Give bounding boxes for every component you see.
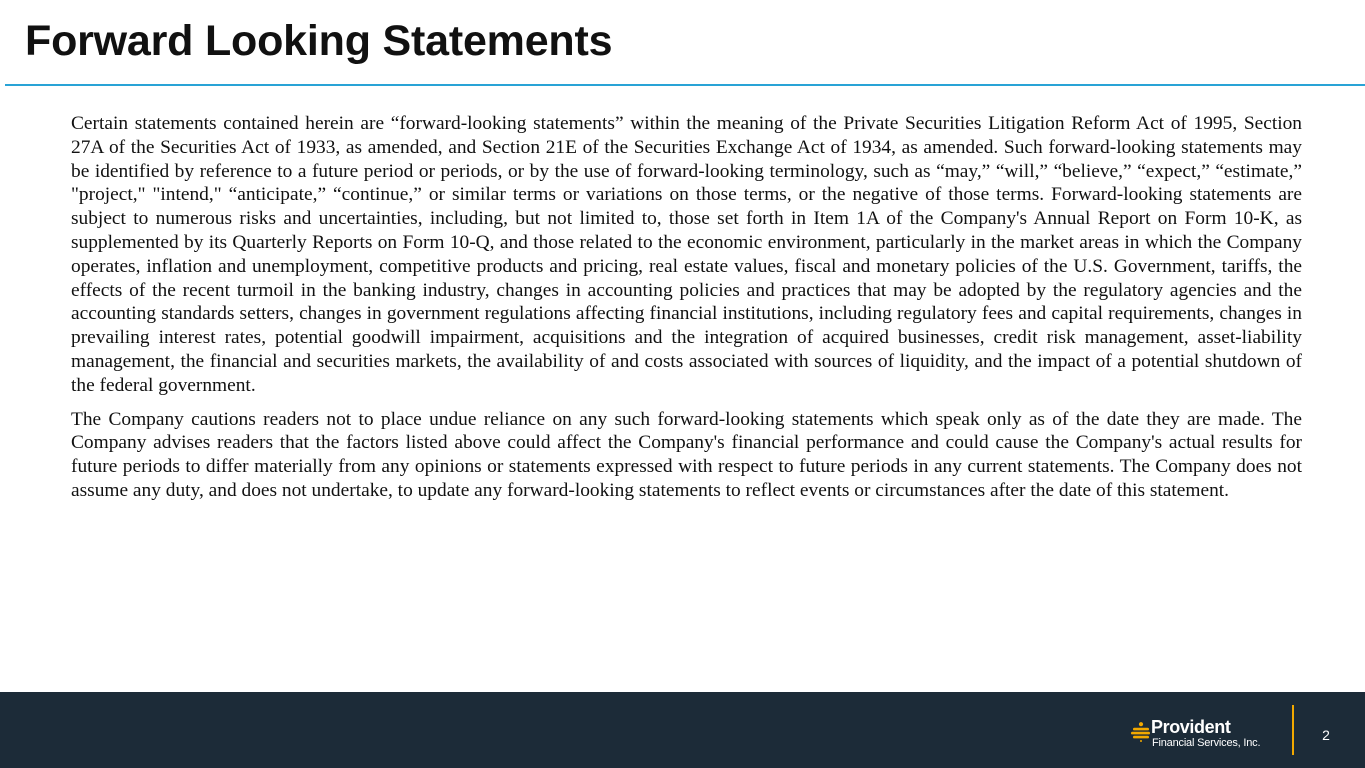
page-number: 2: [1322, 727, 1330, 743]
title-divider: [5, 84, 1365, 86]
paragraph-caution: The Company cautions readers not to place undue reliance on any such forward-looking statements which speak only as of the date they are made. The Company advises readers that the factors listed above could affect the Company's financial performance and could cause the Company's actual results for future periods to differ materially from any opinions or statements expressed with respect to future periods in any current statements. The Company does not assume any duty, and does not undertake, to update any forward-looking statements to reflect events or circumstances after the date of this statement.: [71, 408, 1302, 501]
logo-subtitle: Financial Services, Inc.: [1152, 737, 1261, 749]
slide-title: Forward Looking Statements: [25, 17, 613, 65]
logo-name: Provident: [1151, 717, 1231, 737]
body-text: [71, 112, 1302, 513]
paragraph-forward-looking: Certain statements contained herein are “forward-looking statements” within the meaning of the Private Securities Litigation Reform Act of 1995, Section 27A of the Securities Act of 1933, as amended, and Section 21E of the Securities Exchange Act of 1934, as amended. Such forward-looking statements may be identified by reference to a future period or periods, or by the use of forward-looking terminology, such as “may,” “will,” “believe,” “expect,” “estimate,” "project," "intend," “anticipate,” “continue,” or similar terms or variations on those terms, or the negative of those terms. Forward-looking statements are subject to numerous risks and uncertainties, including, but not limited to, those set forth in Item 1A of the Company's Annual Report on Form 10-K, as supplemented by its Quarterly Reports on Form 10-Q, and those related to the economic environment, particularly in the market areas in which the Company operates, inflation and unemployment, competitive products and pricing, real estate values, fiscal and monetary policies of the U.S. Government, tariffs, the effects of the recent turmoil in the banking industry, changes in accounting policies and practices that may be adopted by the regulatory agencies and the accounting standards setters, changes in government regulations affecting financial institutions, including regulatory fees and capital requirements, changes in prevailing interest rates, potential goodwill impairment, acquisitions and the integration of acquired businesses, credit risk management, asset-liability management, the financial and securities markets, the availability of and costs associated with sources of liquidity, and the impact of a potential shutdown of the federal government.: [71, 113, 1302, 396]
footer-divider: [1292, 705, 1294, 755]
footer-bar: [0, 692, 1365, 768]
provident-sunburst-icon: [1131, 722, 1151, 742]
company-logo: [1131, 712, 1281, 748]
